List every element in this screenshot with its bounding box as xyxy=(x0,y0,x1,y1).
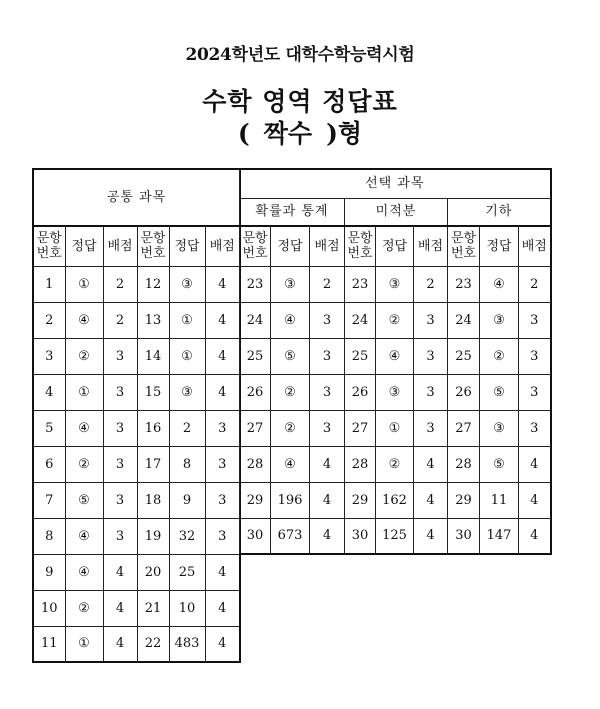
answer-cell: 147 xyxy=(480,518,519,554)
question-number: 27 xyxy=(448,410,480,446)
points-cell: 3 xyxy=(414,338,448,374)
table-row xyxy=(240,482,551,518)
common-header: 공통 과목 xyxy=(33,169,240,226)
question-number: 26 xyxy=(345,374,376,410)
answer-cell: ③ xyxy=(271,266,310,302)
subject-calc-header: 미적분 xyxy=(345,198,448,226)
answer-cell: 10 xyxy=(169,590,205,626)
points-header: 배점 xyxy=(519,226,551,266)
question-number: 20 xyxy=(137,554,169,590)
question-number: 28 xyxy=(448,446,480,482)
table-row xyxy=(240,410,551,446)
question-number: 28 xyxy=(345,446,376,482)
question-number: 24 xyxy=(240,302,271,338)
points-cell: 4 xyxy=(103,590,137,626)
question-number: 8 xyxy=(33,518,65,554)
answer-cell: ⑤ xyxy=(480,446,519,482)
table-row xyxy=(33,338,240,374)
answer-header: 정답 xyxy=(376,226,414,266)
points-cell: 4 xyxy=(310,518,345,554)
table-row xyxy=(240,338,551,374)
answer-cell: ③ xyxy=(480,410,519,446)
points-cell: 3 xyxy=(205,482,240,518)
question-number: 1 xyxy=(33,266,65,302)
question-number: 17 xyxy=(137,446,169,482)
answer-cell: ③ xyxy=(480,302,519,338)
points-cell: 4 xyxy=(103,626,137,662)
points-cell: 4 xyxy=(205,590,240,626)
elective-answer-table xyxy=(239,168,552,555)
answer-cell: ④ xyxy=(271,302,310,338)
question-number: 19 xyxy=(137,518,169,554)
points-cell: 2 xyxy=(103,302,137,338)
question-number: 9 xyxy=(33,554,65,590)
question-number: 4 xyxy=(33,374,65,410)
points-cell: 3 xyxy=(310,302,345,338)
q-no-header: 문항 번호 xyxy=(137,226,169,266)
points-header: 배점 xyxy=(414,226,448,266)
points-cell: 2 xyxy=(103,266,137,302)
answer-cell: 125 xyxy=(376,518,414,554)
question-number: 24 xyxy=(448,302,480,338)
answer-cell: ④ xyxy=(65,554,103,590)
question-number: 23 xyxy=(240,266,271,302)
answer-cell: ③ xyxy=(376,266,414,302)
question-number: 23 xyxy=(448,266,480,302)
points-cell: 4 xyxy=(205,302,240,338)
points-cell: 3 xyxy=(519,338,551,374)
question-number: 25 xyxy=(240,338,271,374)
points-cell: 3 xyxy=(205,518,240,554)
question-number: 29 xyxy=(240,482,271,518)
question-number: 30 xyxy=(240,518,271,554)
table-row xyxy=(33,266,240,302)
question-number: 5 xyxy=(33,410,65,446)
table-row xyxy=(33,302,240,338)
answer-cell: ③ xyxy=(169,266,205,302)
answer-cell: 8 xyxy=(169,446,205,482)
question-number: 26 xyxy=(240,374,271,410)
question-number: 23 xyxy=(345,266,376,302)
answer-cell: ④ xyxy=(65,518,103,554)
answer-cell: 9 xyxy=(169,482,205,518)
points-cell: 3 xyxy=(414,410,448,446)
question-number: 10 xyxy=(33,590,65,626)
answer-header: 정답 xyxy=(480,226,519,266)
points-cell: 4 xyxy=(414,518,448,554)
question-number: 28 xyxy=(240,446,271,482)
question-number: 2 xyxy=(33,302,65,338)
question-number: 26 xyxy=(448,374,480,410)
q-no-header: 문항 번호 xyxy=(240,226,271,266)
points-cell: 4 xyxy=(519,518,551,554)
question-number: 16 xyxy=(137,410,169,446)
answer-cell: ④ xyxy=(480,266,519,302)
points-cell: 3 xyxy=(519,410,551,446)
answer-cell: 673 xyxy=(271,518,310,554)
common-answer-table xyxy=(32,168,241,663)
question-number: 7 xyxy=(33,482,65,518)
question-number: 21 xyxy=(137,590,169,626)
question-number: 29 xyxy=(345,482,376,518)
points-cell: 4 xyxy=(519,482,551,518)
answer-cell: ① xyxy=(169,338,205,374)
q-no-header: 문항 번호 xyxy=(448,226,480,266)
points-cell: 4 xyxy=(310,446,345,482)
subject-title: 수학 영역 정답표 xyxy=(202,87,398,116)
table-row xyxy=(33,590,240,626)
points-cell: 3 xyxy=(310,374,345,410)
points-header: 배점 xyxy=(310,226,345,266)
table-row xyxy=(33,374,240,410)
points-cell: 4 xyxy=(519,446,551,482)
points-header: 배점 xyxy=(103,226,137,266)
points-cell: 4 xyxy=(205,626,240,662)
answer-cell: 162 xyxy=(376,482,414,518)
form-type-open: ( xyxy=(237,119,250,148)
question-number: 14 xyxy=(137,338,169,374)
elective-header: 선택 과목 xyxy=(240,169,551,198)
points-cell: 3 xyxy=(414,302,448,338)
question-number: 24 xyxy=(345,302,376,338)
answer-cell: ② xyxy=(65,338,103,374)
table-row xyxy=(33,626,240,662)
answer-cell: ⑤ xyxy=(271,338,310,374)
points-cell: 3 xyxy=(103,518,137,554)
answer-cell: 11 xyxy=(480,482,519,518)
answer-cell: ③ xyxy=(169,374,205,410)
answer-cell: ④ xyxy=(271,446,310,482)
answer-cell: ④ xyxy=(376,338,414,374)
question-number: 15 xyxy=(137,374,169,410)
points-cell: 3 xyxy=(103,446,137,482)
question-number: 25 xyxy=(345,338,376,374)
points-cell: 4 xyxy=(205,374,240,410)
points-cell: 4 xyxy=(205,338,240,374)
answer-cell: ④ xyxy=(65,410,103,446)
answer-cell: ② xyxy=(65,590,103,626)
answer-cell: ⑤ xyxy=(65,482,103,518)
question-number: 18 xyxy=(137,482,169,518)
points-cell: 4 xyxy=(414,446,448,482)
answer-cell: 32 xyxy=(169,518,205,554)
table-row xyxy=(240,302,551,338)
question-number: 6 xyxy=(33,446,65,482)
answer-cell: ② xyxy=(271,410,310,446)
subject-stat-header: 확률과 통계 xyxy=(240,198,345,226)
answer-cell: 2 xyxy=(169,410,205,446)
points-header: 배점 xyxy=(205,226,240,266)
answer-cell: ① xyxy=(169,302,205,338)
answer-cell: 483 xyxy=(169,626,205,662)
form-type xyxy=(0,114,600,150)
answer-cell: ② xyxy=(376,446,414,482)
points-cell: 2 xyxy=(310,266,345,302)
answer-cell: ① xyxy=(376,410,414,446)
form-type-close: )형 xyxy=(326,119,363,148)
points-cell: 3 xyxy=(519,302,551,338)
answer-cell: 196 xyxy=(271,482,310,518)
points-cell: 2 xyxy=(519,266,551,302)
answer-cell: ① xyxy=(65,626,103,662)
question-number: 12 xyxy=(137,266,169,302)
points-cell: 4 xyxy=(205,266,240,302)
answer-cell: ⑤ xyxy=(480,374,519,410)
question-number: 27 xyxy=(240,410,271,446)
table-row xyxy=(33,518,240,554)
points-cell: 4 xyxy=(310,482,345,518)
table-row xyxy=(240,374,551,410)
points-cell: 4 xyxy=(205,554,240,590)
question-number: 30 xyxy=(345,518,376,554)
answer-header: 정답 xyxy=(65,226,103,266)
answer-cell: ④ xyxy=(65,302,103,338)
question-number: 29 xyxy=(448,482,480,518)
question-number: 25 xyxy=(448,338,480,374)
answer-cell: ② xyxy=(376,302,414,338)
table-row xyxy=(240,266,551,302)
exam-title: 2024학년도 대학수학능력시험 xyxy=(185,45,415,65)
points-cell: 3 xyxy=(310,410,345,446)
question-number: 30 xyxy=(448,518,480,554)
question-number: 13 xyxy=(137,302,169,338)
points-cell: 3 xyxy=(103,374,137,410)
answer-cell: ③ xyxy=(376,374,414,410)
points-cell: 4 xyxy=(414,482,448,518)
question-number: 3 xyxy=(33,338,65,374)
points-cell: 3 xyxy=(414,374,448,410)
answer-cell: ② xyxy=(65,446,103,482)
answer-header: 정답 xyxy=(169,226,205,266)
points-cell: 3 xyxy=(103,482,137,518)
question-number: 27 xyxy=(345,410,376,446)
answer-cell: ① xyxy=(65,374,103,410)
points-cell: 4 xyxy=(103,554,137,590)
answer-header: 정답 xyxy=(271,226,310,266)
form-type-name: 짝수 xyxy=(263,119,313,148)
table-row xyxy=(240,518,551,554)
answer-cell: ② xyxy=(271,374,310,410)
points-cell: 3 xyxy=(103,338,137,374)
points-cell: 2 xyxy=(414,266,448,302)
subject-geo-header: 기하 xyxy=(448,198,551,226)
table-row xyxy=(240,446,551,482)
table-row xyxy=(33,410,240,446)
answer-cell: ① xyxy=(65,266,103,302)
points-cell: 3 xyxy=(205,410,240,446)
points-cell: 3 xyxy=(519,374,551,410)
answer-cell: ② xyxy=(480,338,519,374)
points-cell: 3 xyxy=(205,446,240,482)
question-number: 11 xyxy=(33,626,65,662)
table-row xyxy=(33,554,240,590)
question-number: 22 xyxy=(137,626,169,662)
q-no-header: 문항 번호 xyxy=(33,226,65,266)
q-no-header: 문항 번호 xyxy=(345,226,376,266)
answer-cell: 25 xyxy=(169,554,205,590)
points-cell: 3 xyxy=(310,338,345,374)
points-cell: 3 xyxy=(103,410,137,446)
table-row xyxy=(33,482,240,518)
table-row xyxy=(33,446,240,482)
